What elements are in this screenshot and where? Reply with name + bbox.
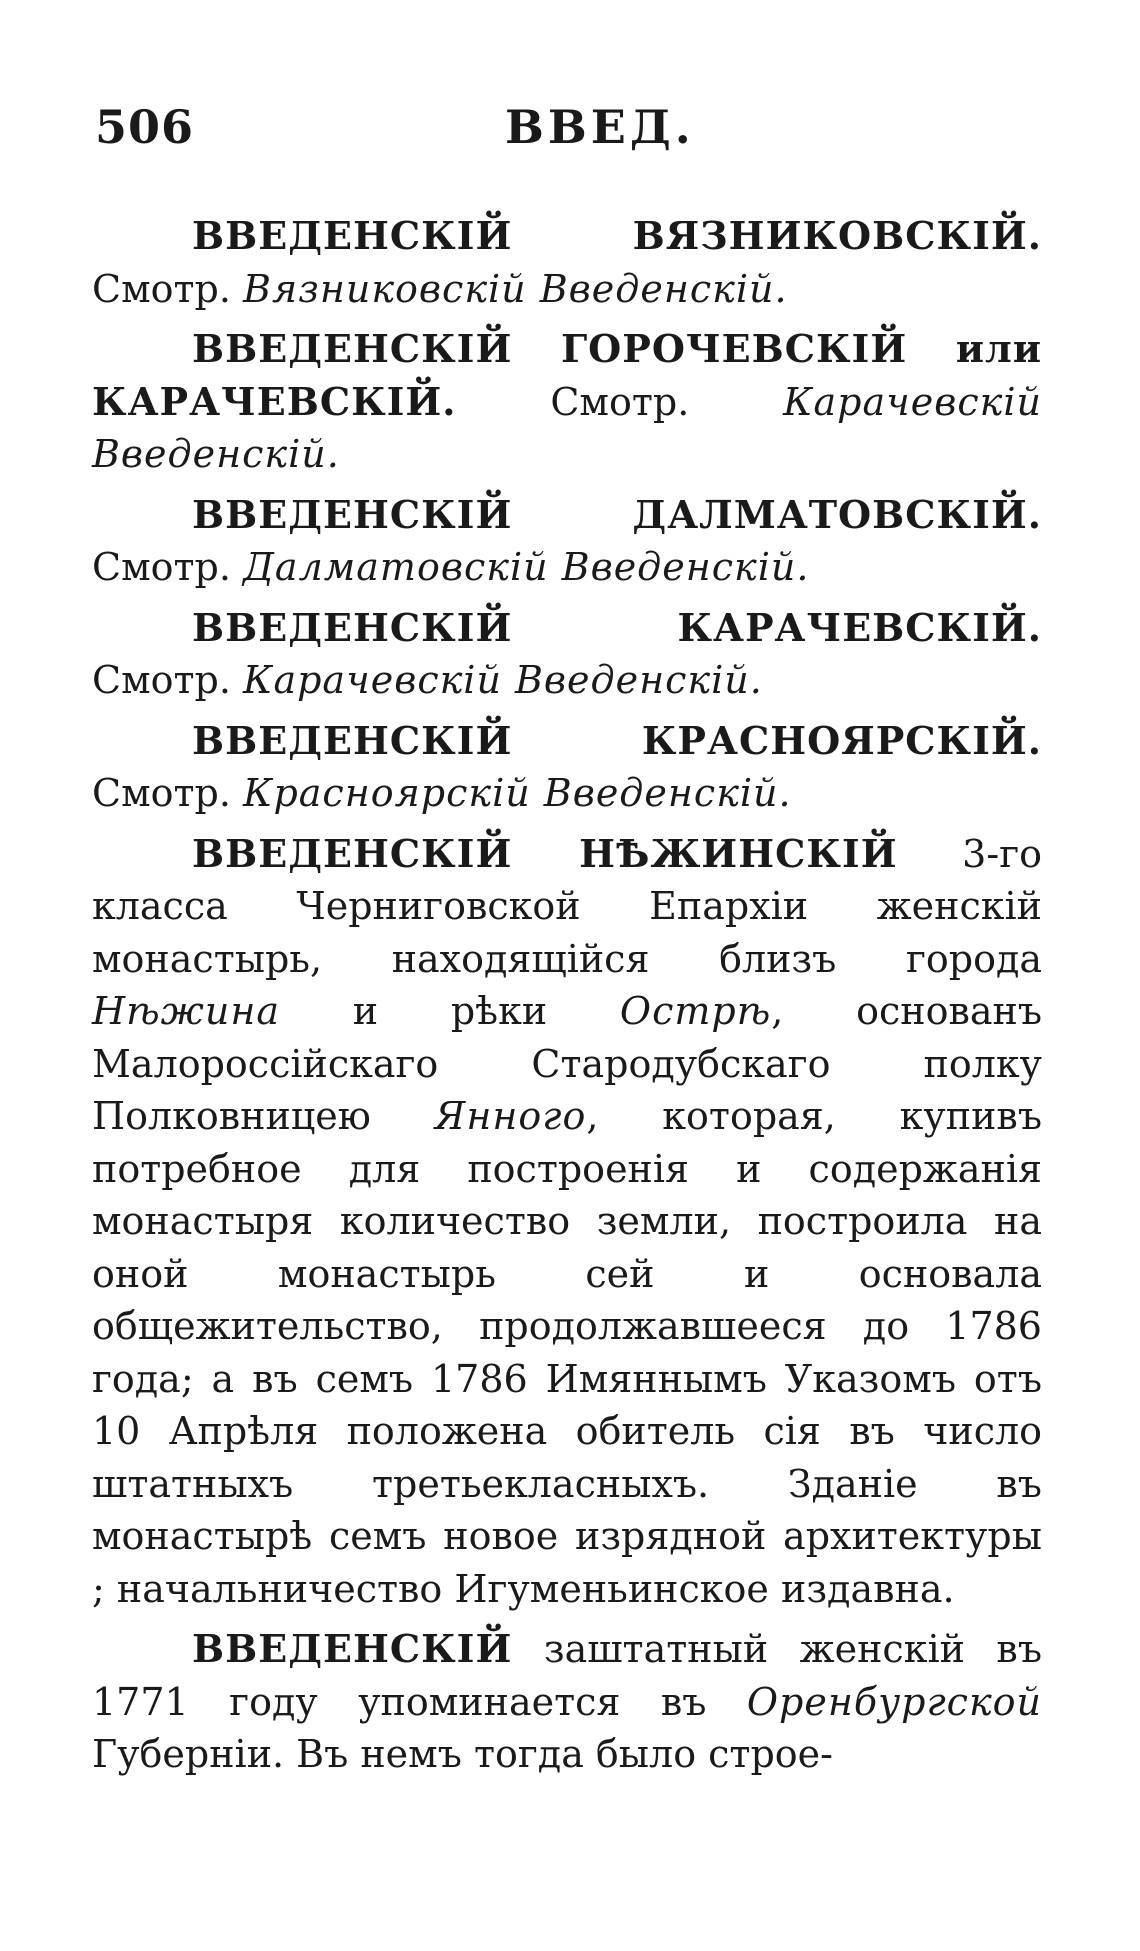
italic-place-name: Оренбургской [746, 1679, 1042, 1724]
italic-place-name: Нѣжина [92, 989, 281, 1033]
entry-text: Смотр. [92, 771, 244, 815]
entry-headword: ВВЕДЕНСКІЙ ВЯЗНИКОВСКІЙ. [192, 213, 1042, 258]
entry-headword: ВВЕДЕНСКІЙ [192, 1626, 513, 1671]
dictionary-entry [92, 489, 1042, 594]
entry-text: Смотр. [92, 545, 244, 589]
entry-headword: ВВЕДЕНСКІЙ КРАСНОЯРСКІЙ. [192, 717, 1042, 763]
entry-text: Губерніи. Въ немъ тогда было строе- [92, 1732, 833, 1776]
running-head: ВВЕД. [505, 100, 695, 154]
entry-text: Смотр. [456, 379, 784, 424]
page-number: 506 [95, 100, 195, 154]
italic-place-name: Острѣ [619, 989, 772, 1033]
dictionary-entry [92, 715, 1042, 820]
dictionary-entry-nezhin [92, 828, 1042, 1616]
dictionary-entry [92, 602, 1042, 707]
italic-person-name: Янного [434, 1094, 587, 1138]
entry-text: 3-го класса Черниговской Епархіи женскій монастырь, находящійся близъ города [92, 831, 1042, 981]
cross-reference: Карачевскій Введенскій. [92, 379, 1042, 476]
entry-text: Смотр. [92, 266, 244, 311]
page-header [95, 100, 1045, 180]
entry-headword: ВВЕДЕНСКІЙ КАРАЧЕВСКІЙ. [192, 604, 1042, 650]
dictionary-entry [92, 210, 1042, 315]
dictionary-entry [92, 323, 1042, 481]
entry-text: , основанъ Малороссійскаго Стародубскаго полку Полковницею [92, 989, 1042, 1138]
entry-text: заштатный женскій въ 1771 году упоминается въ [92, 1627, 1042, 1724]
entry-headword: ВВЕДЕНСКІЙ НѢЖИНСКІЙ [192, 830, 898, 876]
cross-reference: Далматовскій Введенскій. [243, 545, 810, 589]
cross-reference: Карачевскій Введенскій. [243, 658, 763, 702]
entry-headword: ВВЕДЕНСКІЙ ГОРОЧЕВСКІЙ или КАРАЧЕВСКІЙ. [92, 326, 1042, 424]
cross-reference: Вязниковскій Введенскій. [243, 266, 788, 311]
entry-text: , которая, купивъ потребное для построенія и содержанія монастыря количество земли, построила на оной монастырь сей и основала общежительство, продолжавшееся до 1786 года; а въ семъ 1786 Имяннымъ Указомъ отъ 10 Апрѣля положена обитель сія въ число штатныхъ третьекласныхъ. Зданіе въ монастырѣ семъ новое изрядной архитектуры ; начальничество Игуменьинское издавна. [92, 1094, 1043, 1611]
entry-text: Смотр. [92, 658, 244, 702]
entry-headword: ВВЕДЕНСКІЙ ДАЛМАТОВСКІЙ. [192, 491, 1042, 537]
entry-text: и рѣки [280, 989, 620, 1033]
cross-reference: Красноярскій Введенскій. [243, 771, 792, 815]
dictionary-entry-zashtat [92, 1623, 1042, 1781]
page-body [92, 210, 1042, 1789]
